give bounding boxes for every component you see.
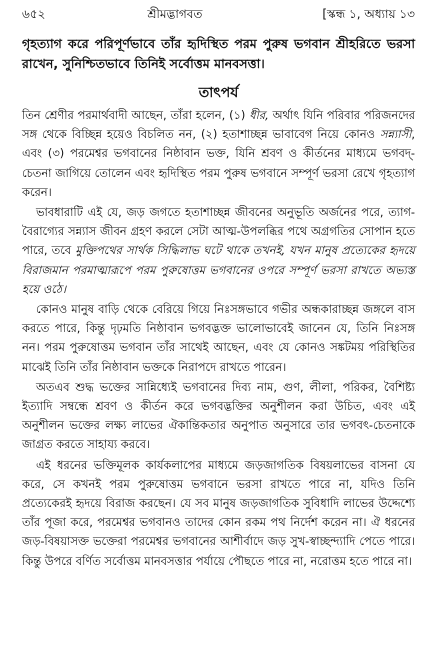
paragraph-text: ভাবধারাটি এই যে, জড় জগতে হতাশাচ্ছন্ন জীবনের অনুভূতি অর্জনের পরে, ত্যাগ-বৈরাগ্যের সন্ন্যাস জীবন গ্রহণ করলে সেটা আত্ম-উপলব্ধির পথে অগ্রগতির সোপান হতে পারে, তবে [22, 205, 415, 258]
running-header [22, 6, 415, 30]
purport-heading: তাৎপর্য [198, 85, 239, 101]
purport-paragraph-4: অতএব শুদ্ধ ভক্তের সান্নিধ্যেই ভগবানের দিব্য নাম, গুণ, লীলা, পরিকর, বৈশিষ্ট্য ইত্যাদি সম্বন্ধে শ্রবণ ও কীর্তন করে ভগবদ্ভক্তির অনুশীলন করা উচিত, এবং এই অনুশীলন ভক্তের লক্ষ্য লাভের ঐকান্তিকতার অনুপাত অনুসারে তার ভগবৎ-চেতনাকে জাগ্রত করতে সাহায্য করবে। [22, 379, 415, 452]
book-title: শ্রীমদ্ভাগবত [147, 7, 203, 21]
purport-paragraph-1 [22, 106, 415, 202]
italic-term: সন্ন্যাসী [379, 127, 412, 142]
verse-translation: গৃহত্যাগ করে পরিপূর্ণভাবে তাঁর হৃদিস্থিত পরম পুরুষ ভগবান শ্রীহরিতে ভরসা রাখেন, সুনিশ্চিতভাবে তিনিই সর্বোত্তম মানবসত্তা। [22, 36, 415, 71]
paragraph-text: তিন শ্রেণীর পরমার্থবাদী আছেন, তাঁরা হলেন, (১) [22, 108, 250, 122]
paragraph-text: অর্থাৎ যিনি পরিবার পরিজনদের সঙ্গ থেকে বিচ্ছিন্ন হয়েও বিচলিত নন, (২) হতাশাচ্ছন্ন ভাবাবেগ নিয়ে কোনও [22, 108, 415, 142]
purport-paragraph-2 [22, 203, 415, 299]
purport-paragraph-3: কোনও মানুষ বাড়ি থেকে বেরিয়ে গিয়ে নিঃসঙ্গভাবে গভীর অন্ধকারাচ্ছন্ন জঙ্গলে বাস করতে পারে, কিন্তু দৃঢ়মতি নিষ্ঠাবান ভগবদ্ভক্ত ভালোভাবেই জানেন যে, তিনি নিঃসঙ্গ নন। পরম পুরুষোত্তম ভগবান তাঁর সাথেই আছেন, এবং যে কোনও সঙ্কটময় পরিস্থিতির মাঝেই তিনি তাঁর নিষ্ঠাবান ভক্তকে নিরাপদে রাখতে পারেন। [22, 302, 415, 374]
paragraph-text: , এবং (৩) পরমেশ্বর ভগবানের নিষ্ঠাবান ভক্ত, যিনি শ্রবণ ও কীর্তনের মাধ্যমে ভগবদ্-চেতনা জাগিয়ে তোলেন এবং হৃদিস্থিত পরম পুরুষ ভগবানে সম্পূর্ণ ভরসা রেখে গৃহত্যাগ করেন। [22, 127, 415, 199]
page-number: ৬৫২ [22, 7, 46, 21]
chapter-reference: [স্কন্ধ ১, অধ্যায় ১৩ [322, 7, 415, 21]
italic-term: ধীর, [249, 108, 269, 122]
italic-emphasis: মুক্তিপথের সার্থক সিদ্ধিলাভ ঘটে থাকে তখনই, যখন মানুষ প্রত্যেকের হৃদয়ে বিরাজমান পরমাত্মারূপে পরম পুরুষোত্তম ভগবানের ওপরে সম্পূর্ণ ভরসা রাখতে অভ্যস্ত হয়ে ওঠে। [22, 243, 415, 296]
purport-paragraph-5: এই ধরনের ভক্তিমূলক কার্যকলাপের মাধ্যমে জড়জাগতিক বিষয়লাভের বাসনা যে করে, সে কখনই পরম পুরুষোত্তম ভগবানে ভরসা রাখতে পারে না, যদিও তিনি প্রত্যেকেরই হৃদয়ে বিরাজ করছেন। যে সব মানুষ জড়জাগতিক সুবিধাদি লাভের উদ্দেশ্যে তাঁর পূজা করে, পরমেশ্বর ভগবানও তাদের কোন রকম পথ নির্দেশ করেন না। ঐ ধরনের জড়-বিষয়াসক্ত ভক্তেরা পরমেশ্বর ভগবানের আশীর্বাদে জড় সুখ-স্বাচ্ছন্দ্যাদি পেতে পারে। কিন্তু উপরে বর্ণিত সর্বোত্তম মানবসত্তার পর্যায়ে পৌছতে পারে না, নরোত্তম হতে পারে না। [22, 457, 415, 568]
